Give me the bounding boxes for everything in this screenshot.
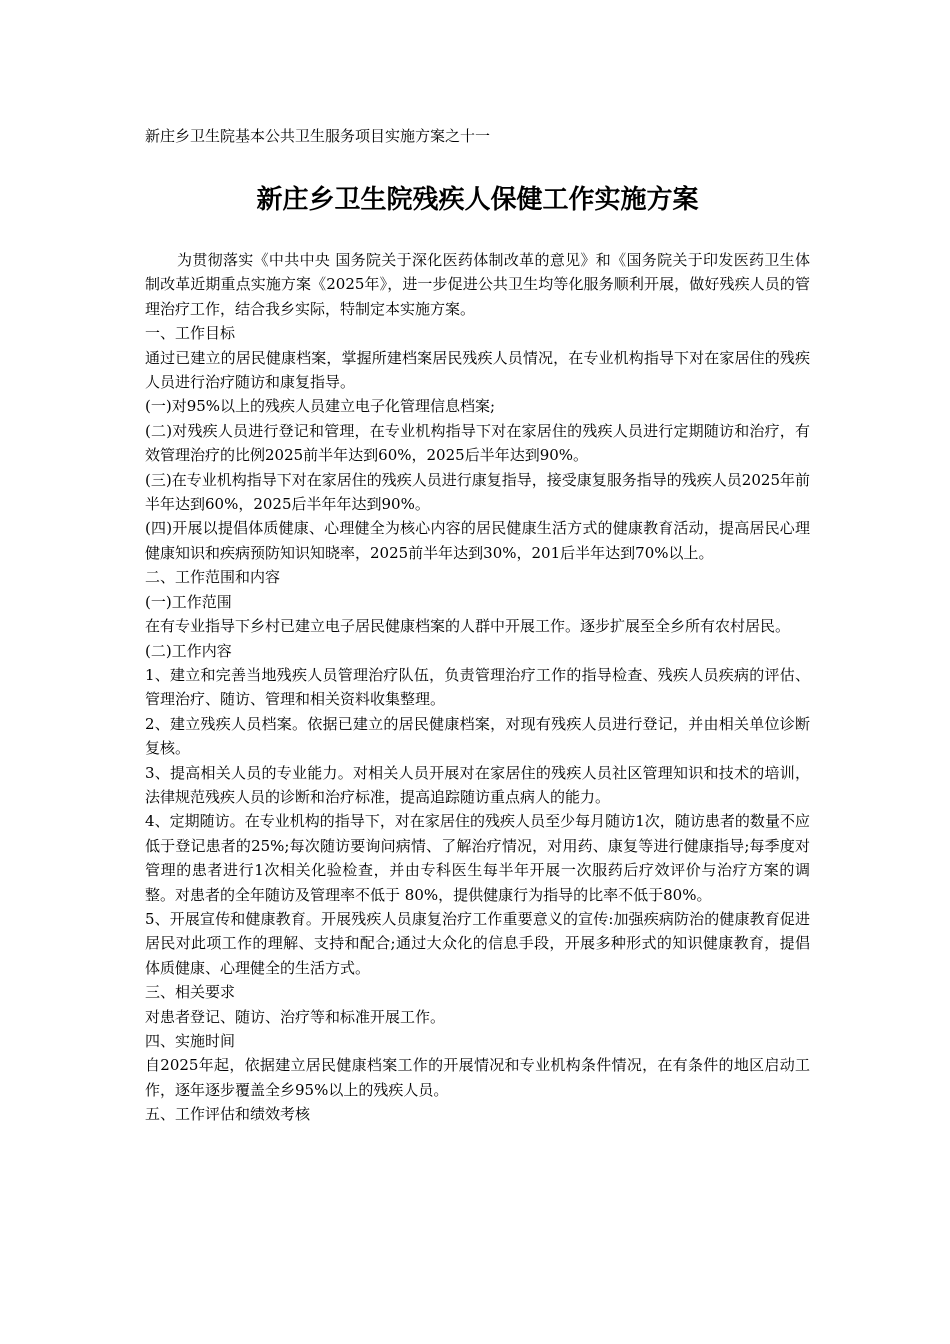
content-item-1: 1、建立和完善当地残疾人员管理治疗队伍，负责管理治疗工作的指导检查、残疾人员疾病的评估、管理治疗、随访、管理和相关资料收集整理。 [145,665,810,709]
document-title: 新庄乡卫生院残疾人保健工作实施方案 [256,185,699,215]
subheading-content: (二)工作内容 [145,641,232,660]
goal-item-3: (三)在专业机构指导下对在家居住的残疾人员进行康复指导，接受康复服务指导的残疾人员2025年前半年达到60%，2025后半年年达到90%。 [145,470,810,514]
goal-item-1: (一)对95%以上的残疾人员建立电子化管理信息档案; [145,397,496,416]
paragraph-goals-intro: 通过已建立的居民健康档案，掌握所建档案居民残疾人员情况，在专业机构指导下对在家居住的残疾人员进行治疗随访和康复指导。 [145,348,810,392]
paragraph-timeline: 自2025年起，依据建立居民健康档案工作的开展情况和专业机构条件情况，在有条件的地区启动工作，逐年逐步覆盖全乡95%以上的残疾人员。 [145,1056,810,1099]
content-item-5: 5、开展宣传和健康教育。开展残疾人员康复治疗工作重要意义的宣传:加强疾病防治的健康教育促进居民对此项工作的理解、支持和配合;通过大众化的信息手段，开展多种形式的知识健康教育，提倡体质健康、心理健全的生活方式。 [145,909,810,977]
goal-item-4: (四)开展以提倡体质健康、心理健全为核心内容的居民健康生活方式的健康教育活动，提高居民心理健康知识和疾病预防知识知晓率，2025前半年达到30%，201后半年达到70%以上。 [145,519,810,562]
section-heading-scope: 二、工作范围和内容 [145,568,281,587]
goal-item-2: (二)对残疾人员进行登记和管理，在专业机构指导下对在家居住的残疾人员进行定期随访和治疗，有效管理治疗的比例2025前半年达到60%，2025后半年达到90%。 [145,421,810,465]
subheading-scope: (一)工作范围 [145,592,232,611]
content-item-4: 4、定期随访。在专业机构的指导下，对在家居住的残疾人员至少每月随访1次，随访患者的数量不应低于登记患者的25%;每次随访要询问病情、了解治疗情况，对用药、康复等进行健康指导;每季度对管理的患者进行1次相关化验检查，并由专科医生每半年开展一次服药后疗效评价与治疗方案的调整。对患者的全年随访及管理率不低于 80%，提供健康行为指导的比率不低于80%。 [145,812,810,904]
content-item-2: 2、建立残疾人员档案。依据已建立的居民健康档案，对现有残疾人员进行登记，并由相关单位诊断复核。 [145,714,810,758]
paragraph-requirements: 对患者登记、随访、治疗等和标准开展工作。 [145,1007,446,1026]
intro-paragraph: 为贯彻落实《中共中央 国务院关于深化医药体制改革的意见》和《国务院关于印发医药卫生体制改革近期重点实施方案《2025年》，进一步促进公共卫生均等化服务顺利开展，做好残疾人员的管理治疗工作，结合我乡实际，特制定本实施方案。 [145,251,810,318]
section-heading-requirements: 三、相关要求 [145,983,236,1002]
section-heading-evaluation: 五、工作评估和绩效考核 [145,1105,311,1124]
section-heading-timeline: 四、实施时间 [145,1032,236,1050]
document-body [145,248,810,1127]
section-heading-goals: 一、工作目标 [145,324,236,343]
series-line: 新庄乡卫生院基本公共卫生服务项目实施方案之十一 [145,127,491,145]
paragraph-scope: 在有专业指导下乡村已建立电子居民健康档案的人群中开展工作。逐步扩展至全乡所有农村居民。 [145,617,791,636]
content-item-3: 3、提高相关人员的专业能力。对相关人员开展对在家居住的残疾人员社区管理知识和技术的培训，法律规范残疾人员的诊断和治疗标准，提高追踪随访重点病人的能力。 [145,763,810,806]
